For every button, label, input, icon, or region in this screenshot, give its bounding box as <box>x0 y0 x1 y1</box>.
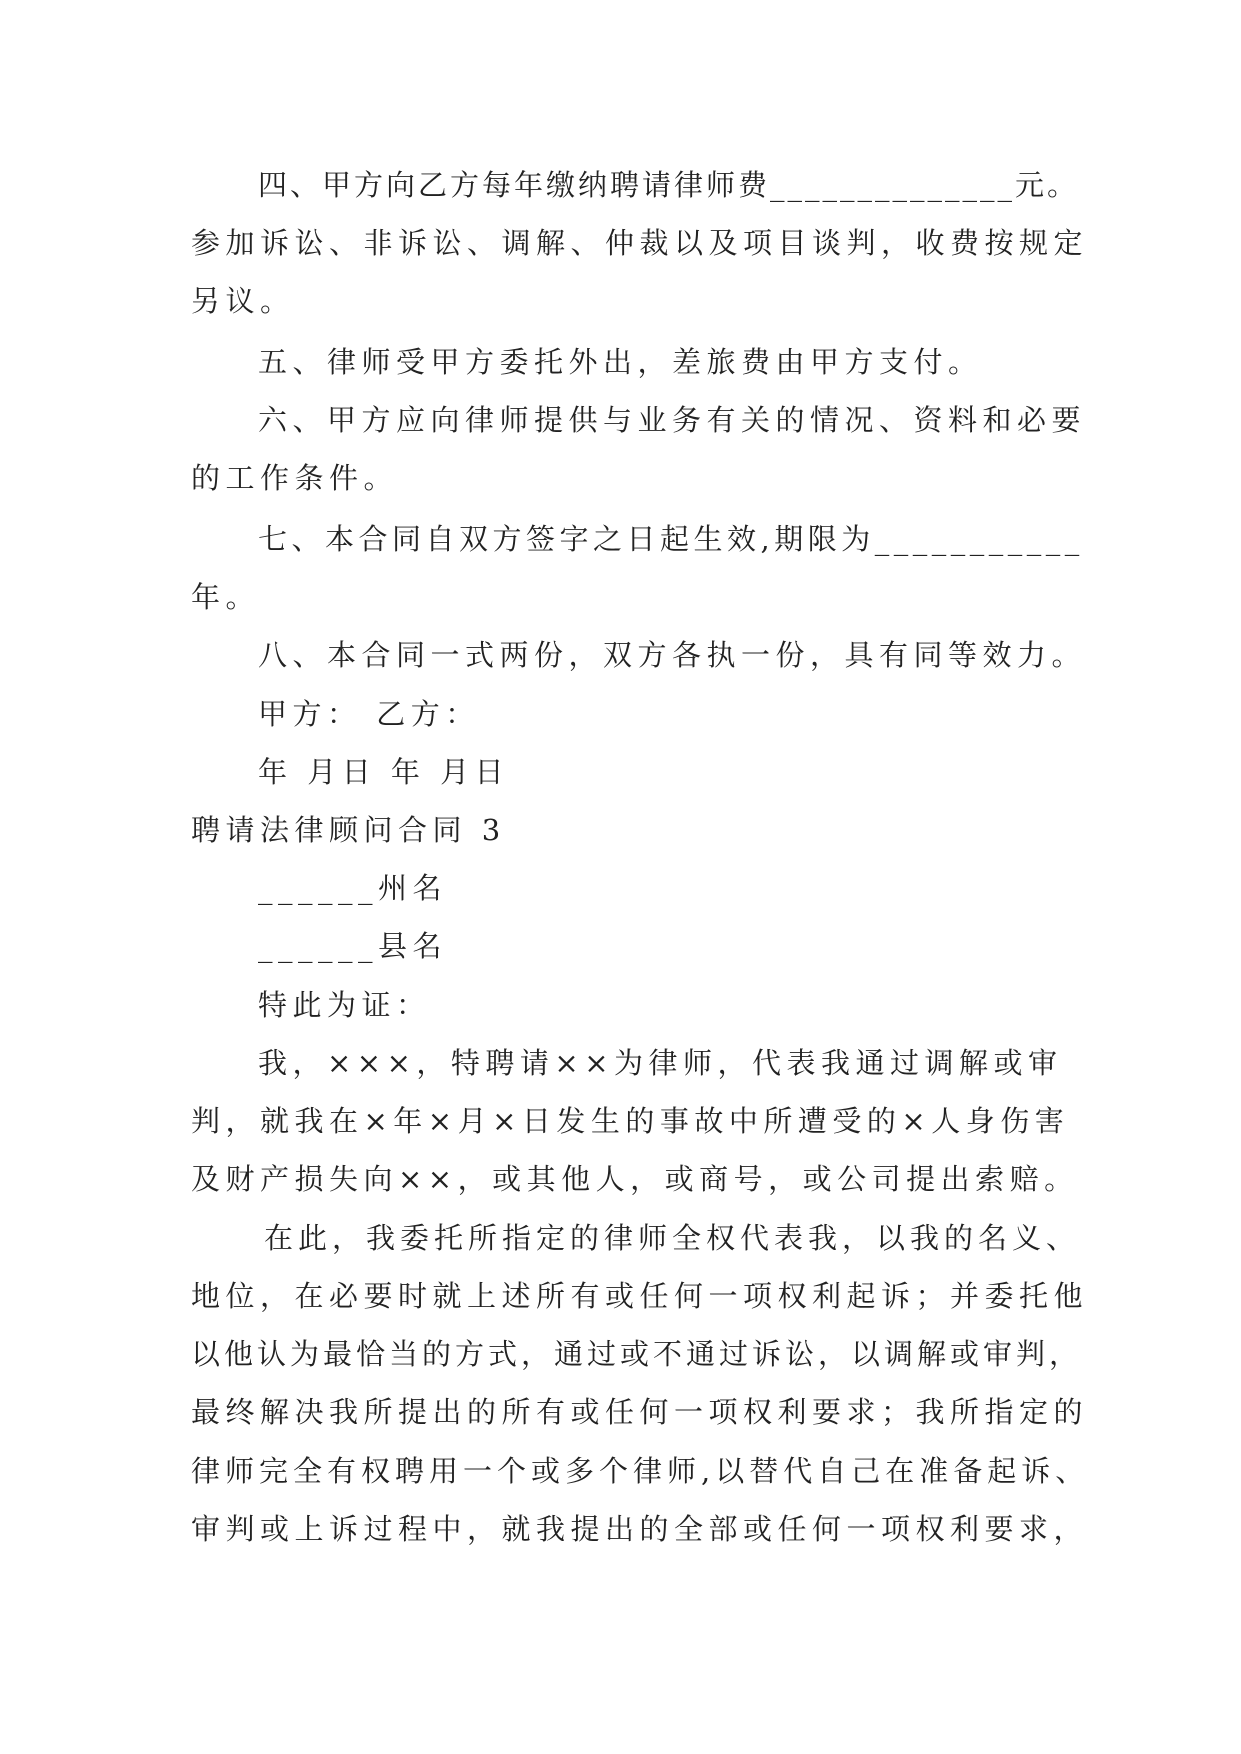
county-name-line: ______县名 <box>258 929 448 963</box>
section-title: 聘请法律顾问合同 3 <box>191 813 506 847</box>
clause-6-line-2: 的工作条件。 <box>191 461 399 495</box>
paragraph-1-line-2: 判，就我在×年×月×日发生的事故中所遭受的×人身伤害 <box>191 1104 1070 1138</box>
clause-4-line-1: 四、甲方向乙方每年缴纳聘请律师费______________元。 <box>258 168 1080 202</box>
paragraph-2-line-4: 最终解决我所提出的所有或任何一项权利要求；我所指定的 <box>191 1395 1089 1429</box>
paragraph-1-line-1: 我，×××，特聘请××为律师，代表我通过调解或审 <box>258 1046 1063 1080</box>
paragraph-2-line-1: 在此，我委托所指定的律师全权代表我，以我的名义、 <box>264 1221 1081 1255</box>
clause-4-line-2: 参加诉讼、非诉讼、调解、仲裁以及项目谈判，收费按规定 <box>191 226 1089 260</box>
clause-8: 八、本合同一式两份，双方各执一份，具有同等效力。 <box>258 638 1087 672</box>
clause-7-line-2: 年。 <box>191 580 261 614</box>
paragraph-2-line-3: 以他认为最恰当的方式，通过或不通过诉讼，以调解或审判， <box>191 1337 1083 1371</box>
paragraph-2-line-6: 审判或上诉过程中，就我提出的全部或任何一项权利要求， <box>191 1512 1089 1546</box>
paragraph-2-line-5: 律师完全有权聘用一个或多个律师,以替代自己在准备起诉、 <box>191 1454 1090 1488</box>
signature-dates: 年 月日 年 月日 <box>258 755 510 789</box>
state-name-line: ______州名 <box>258 871 448 905</box>
certification-line: 特此为证： <box>258 988 431 1022</box>
paragraph-1-line-3: 及财产损失向××，或其他人，或商号，或公司提出索赔。 <box>191 1162 1079 1196</box>
paragraph-2-line-2: 地位，在必要时就上述所有或任何一项权利起诉；并委托他 <box>191 1279 1089 1313</box>
signature-parties: 甲方： 乙方： <box>258 697 480 731</box>
clause-6-line-1: 六、甲方应向律师提供与业务有关的情况、资料和必要 <box>258 403 1087 437</box>
clause-4-line-3: 另议。 <box>191 284 295 318</box>
clause-5: 五、律师受甲方委托外出，差旅费由甲方支付。 <box>258 345 983 379</box>
clause-7-line-1: 七、本合同自双方签字之日起生效,期限为___________ <box>258 522 1084 556</box>
